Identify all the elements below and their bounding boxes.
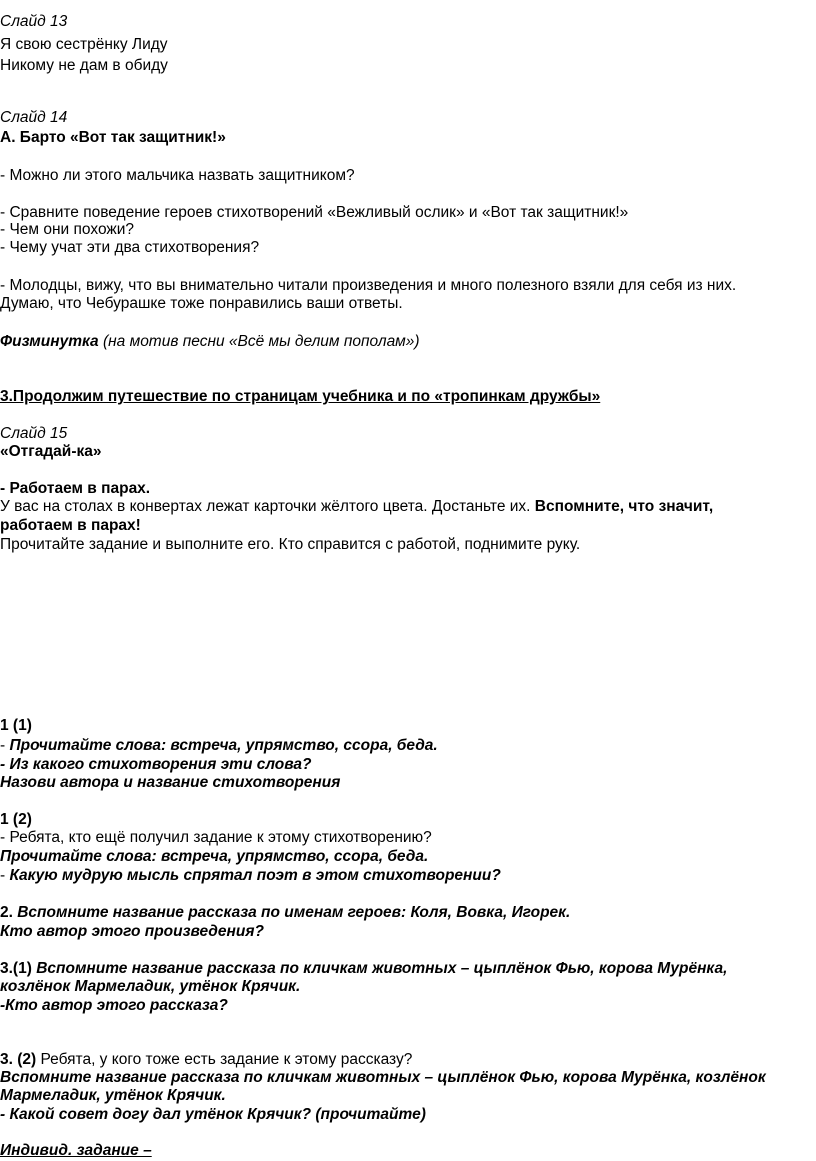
task-2-text: Вспомните название рассказа по именам героев: Коля, Вовка, Игорек. [17, 904, 571, 921]
task-1-2-question: Какую мудрую мысль спрятал поэт в этом стихотворении? [9, 867, 501, 884]
fizminutka-note: (на мотив песни «Всё мы делим пополам») [98, 333, 420, 350]
task-3-1-line-b: козлёнок Мармеладик, утёнок Крячик. [0, 978, 301, 995]
task-3-2-number: 3. (2) [0, 1051, 37, 1068]
task-1-1-line-b: - Из какого стихотворения эти слова? [0, 756, 312, 773]
task-2-line-b: Кто автор этого произведения? [0, 923, 264, 940]
question-4: - Чему учат эти два стихотворения? [0, 239, 260, 256]
task-3-1-text: Вспомните название рассказа по кличкам животных – цыплёнок Фью, корова Мурёнка, [36, 960, 728, 977]
individual-task-heading: Индивид. задание – [0, 1142, 152, 1159]
instruction-text: У вас на столах в конвертах лежат карточки жёлтого цвета. Достаньте их. [0, 498, 535, 515]
instruction-line-1 [0, 497, 713, 517]
task-1-1-dash: - [0, 737, 10, 754]
praise-line-1: - Молодцы, вижу, что вы внимательно читали произведения и много полезного взяли для себя из них. [0, 277, 737, 294]
pairs-heading: - Работаем в парах. [0, 480, 151, 497]
task-2-line-a [0, 903, 570, 923]
task-1-2-line-a: - Ребята, кто ещё получил задание к этому стихотворению? [0, 829, 432, 846]
task-3-1-line-a [0, 959, 727, 979]
task-3-2-line-a [0, 1050, 412, 1070]
slide-14-title: А. Барто «Вот так защитник!» [0, 129, 226, 146]
question-2: - Сравните поведение героев стихотворений «Вежливый ослик» и «Вот так защитник!» [0, 204, 629, 221]
task-3-2-line-c: Мармеладик, утёнок Крячик. [0, 1087, 226, 1104]
task-1-1-line-c: Назови автора и название стихотворения [0, 774, 341, 791]
slide-13-label: Слайд 13 [0, 13, 68, 30]
task-3-1-line-c: -Кто автор этого рассказа? [0, 997, 228, 1014]
instruction-emphasis: Вспомните, что значит, [534, 498, 714, 515]
task-3-2-line-b: Вспомните название рассказа по кличкам животных – цыплёнок Фью, корова Мурёнка, козлёнок [0, 1069, 766, 1086]
slide-15-label: Слайд 15 [0, 425, 68, 442]
praise-line-2: Думаю, что Чебурашке тоже понравились ваши ответы. [0, 295, 403, 312]
slide-15-title: «Отгадай-ка» [0, 443, 102, 460]
poem-line-1: Я свою сестрёнку Лиду [0, 36, 168, 53]
poem-line-2: Никому не дам в обиду [0, 57, 168, 74]
task-2-number: 2. [0, 904, 18, 921]
question-1: - Можно ли этого мальчика назвать защитником? [0, 167, 355, 184]
instruction-line-2: работаем в парах! [0, 517, 141, 534]
task-1-2-dash: - [0, 867, 10, 884]
task-3-1-number: 3.(1) [0, 960, 37, 977]
task-3-2-question: Ребята, у кого тоже есть задание к этому рассказу? [36, 1051, 413, 1068]
instruction-line-3: Прочитайте задание и выполните его. Кто справится с работой, поднимите руку. [0, 536, 581, 553]
task-3-2-line-d: - Какой совет догу дал утёнок Крячик? (прочитайте) [0, 1106, 426, 1123]
fizminutka-line [0, 332, 420, 352]
slide-14-label: Слайд 14 [0, 109, 68, 126]
section-3-heading: 3.Продолжим путешествие по страницам учебника и по «тропинкам дружбы» [0, 388, 601, 405]
task-1-2-heading: 1 (2) [0, 811, 32, 828]
task-1-1-heading: 1 (1) [0, 717, 32, 734]
task-1-2-line-c [0, 866, 501, 886]
fizminutka-label: Физминутка [0, 333, 99, 350]
task-1-1-words: Прочитайте слова: встреча, упрямство, ссора, беда. [9, 737, 438, 754]
task-1-2-line-b: Прочитайте слова: встреча, упрямство, ссора, беда. [0, 848, 429, 865]
task-1-1-line-a [0, 736, 438, 756]
question-3: - Чем они похожи? [0, 221, 135, 238]
